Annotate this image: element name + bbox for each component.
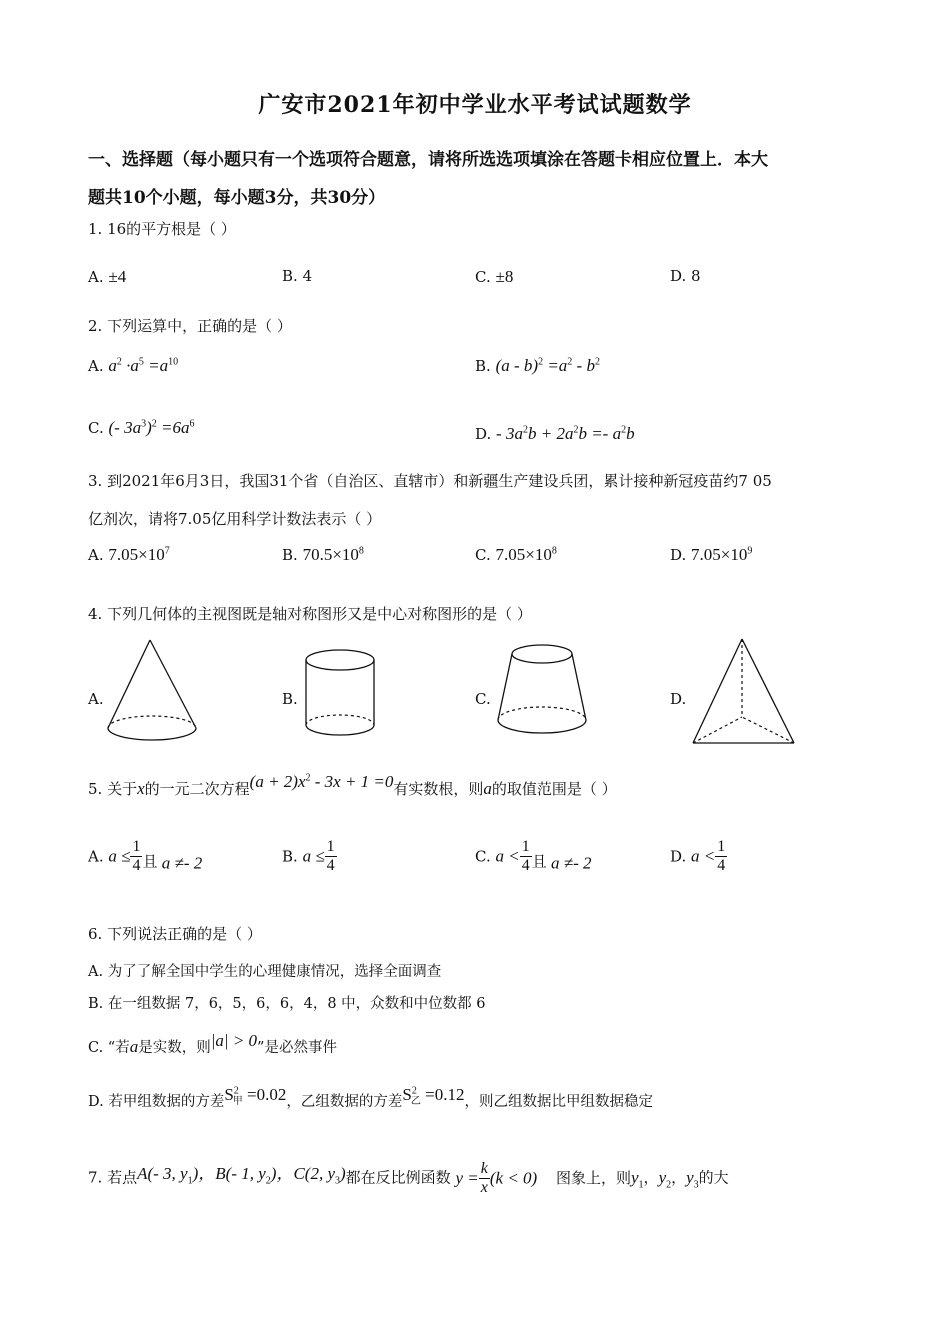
q2-stem: 2. 下列运算中，正确的是（ ） (88, 317, 292, 335)
q2-option-c[interactable]: C. (- $3a^3)^2 =6a^6$ (88, 418, 195, 437)
q2-formula-d: - $3a^2b + 2a^2b =- a^2b$ (496, 424, 635, 443)
q7-stem: 7. 若点A(- 3, $y_1$)，B(- 1, $y_2$)，C(2, $y_3$)都在反比例函数 y = $\frac{k}{x}$ (k < 0) 图象上，则$y_1$，$y_2$，$y_3$的大 (88, 1160, 729, 1196)
q4-option-a-label[interactable]: A. (88, 690, 104, 708)
q4-option-c-label[interactable]: C. (475, 690, 491, 708)
pyramid-figure[interactable] (690, 635, 800, 750)
q1-option-a[interactable]: A. ±4 (88, 267, 127, 286)
q3-option-d[interactable]: D. $7.05\times 10^9$ (670, 545, 753, 564)
q1-option-b[interactable]: B. 4 (282, 267, 313, 285)
cone-figure[interactable] (100, 630, 210, 750)
q3-option-c[interactable]: C. $7.05\times 10^8$ (475, 545, 557, 564)
q1-option-c[interactable]: C. ±8 (475, 267, 514, 286)
section-heading-line1: 一、选择题（每小题只有一个选项符合题意，请将所选选项填涂在答题卡相应位置上．本大 (88, 150, 768, 170)
q2-option-a[interactable]: A. $a^2 \cdot a^5 =a^{10}$ (88, 356, 179, 375)
q6-option-c[interactable]: C. “若a是实数，则|a| > 0”是必然事件 (88, 1031, 337, 1056)
cylinder-figure[interactable] (302, 645, 382, 745)
q6-option-b[interactable]: B. 在一组数据 7，6，5，6，6，4，8 中，众数和中位数都 6 (88, 996, 486, 1012)
q5-stem: 5. 关于x的一元二次方程$(a + 2)x^2 - 3x + 1 =0$有实数根，则a的取值范围是（ ） (88, 772, 617, 798)
q4-option-b-label[interactable]: B. (282, 690, 298, 708)
q4-stem: 4. 下列几何体的主视图既是轴对称图形又是中心对称图形的是（ ） (88, 605, 532, 623)
q2-formula-b: $(a - b)^2 =a^2 - b^2$ (495, 356, 600, 375)
frustum-figure[interactable] (492, 640, 602, 750)
q1-stem: 1. 16的平方根是（ ） (88, 220, 236, 238)
q5-equation: $(a + 2)x^2 - 3x + 1 =0$ (249, 772, 394, 791)
page-title: 广安市2021年初中学业水平考试试题数学 (258, 92, 692, 118)
q3-option-a[interactable]: A. $7.05\times 10^7$ (88, 545, 170, 564)
section-heading-line2: 题共10个小题，每小题3分，共30分） (88, 188, 386, 208)
q3-option-b[interactable]: B. $70.5\times 10^8$ (282, 545, 364, 564)
q5-option-a[interactable]: A. a ≤ $\frac{1}{4}$ 且 a ≠- 2 (88, 838, 203, 874)
q2-formula-a: $a^2 \cdot a^5 =a^{10}$ (108, 356, 179, 375)
q6-option-a[interactable]: A. 为了了解全国中学生的心理健康情况，选择全面调查 (88, 964, 442, 980)
q5-option-c[interactable]: C. a < $\frac{1}{4}$ 且 a ≠- 2 (475, 838, 592, 874)
q5-option-d[interactable]: D. a < $\frac{1}{4}$ (670, 838, 726, 874)
q2-formula-c: (- $3a^3)^2 =6a^6$ (108, 418, 195, 437)
q3-stem-line1: 3. 到2021年6月3日，我国31个省（自治区、直辖市）和新疆生产建设兵团，累计接种新冠疫苗约7 05 (88, 472, 772, 490)
q6-option-d[interactable]: D. 若甲组数据的方差$S^2_甲 =0.02$，乙组数据的方差$S^2_乙 =0.12$，则乙组数据比甲组数据稳定 (88, 1085, 653, 1110)
q5-option-b[interactable]: B. a ≤ $\frac{1}{4}$ (282, 838, 335, 874)
q1-option-d[interactable]: D. 8 (670, 267, 701, 285)
q3-stem-line2: 亿剂次，请将7.05亿用科学计数法表示（ ） (88, 510, 382, 528)
q6-stem: 6. 下列说法正确的是（ ） (88, 925, 262, 943)
q2-option-b[interactable]: B. $(a - b)^2 =a^2 - b^2$ (475, 356, 600, 375)
q2-option-d[interactable]: D. - $3a^2b + 2a^2b =- a^2b$ (475, 424, 635, 443)
q4-option-d-label[interactable]: D. (670, 690, 687, 708)
